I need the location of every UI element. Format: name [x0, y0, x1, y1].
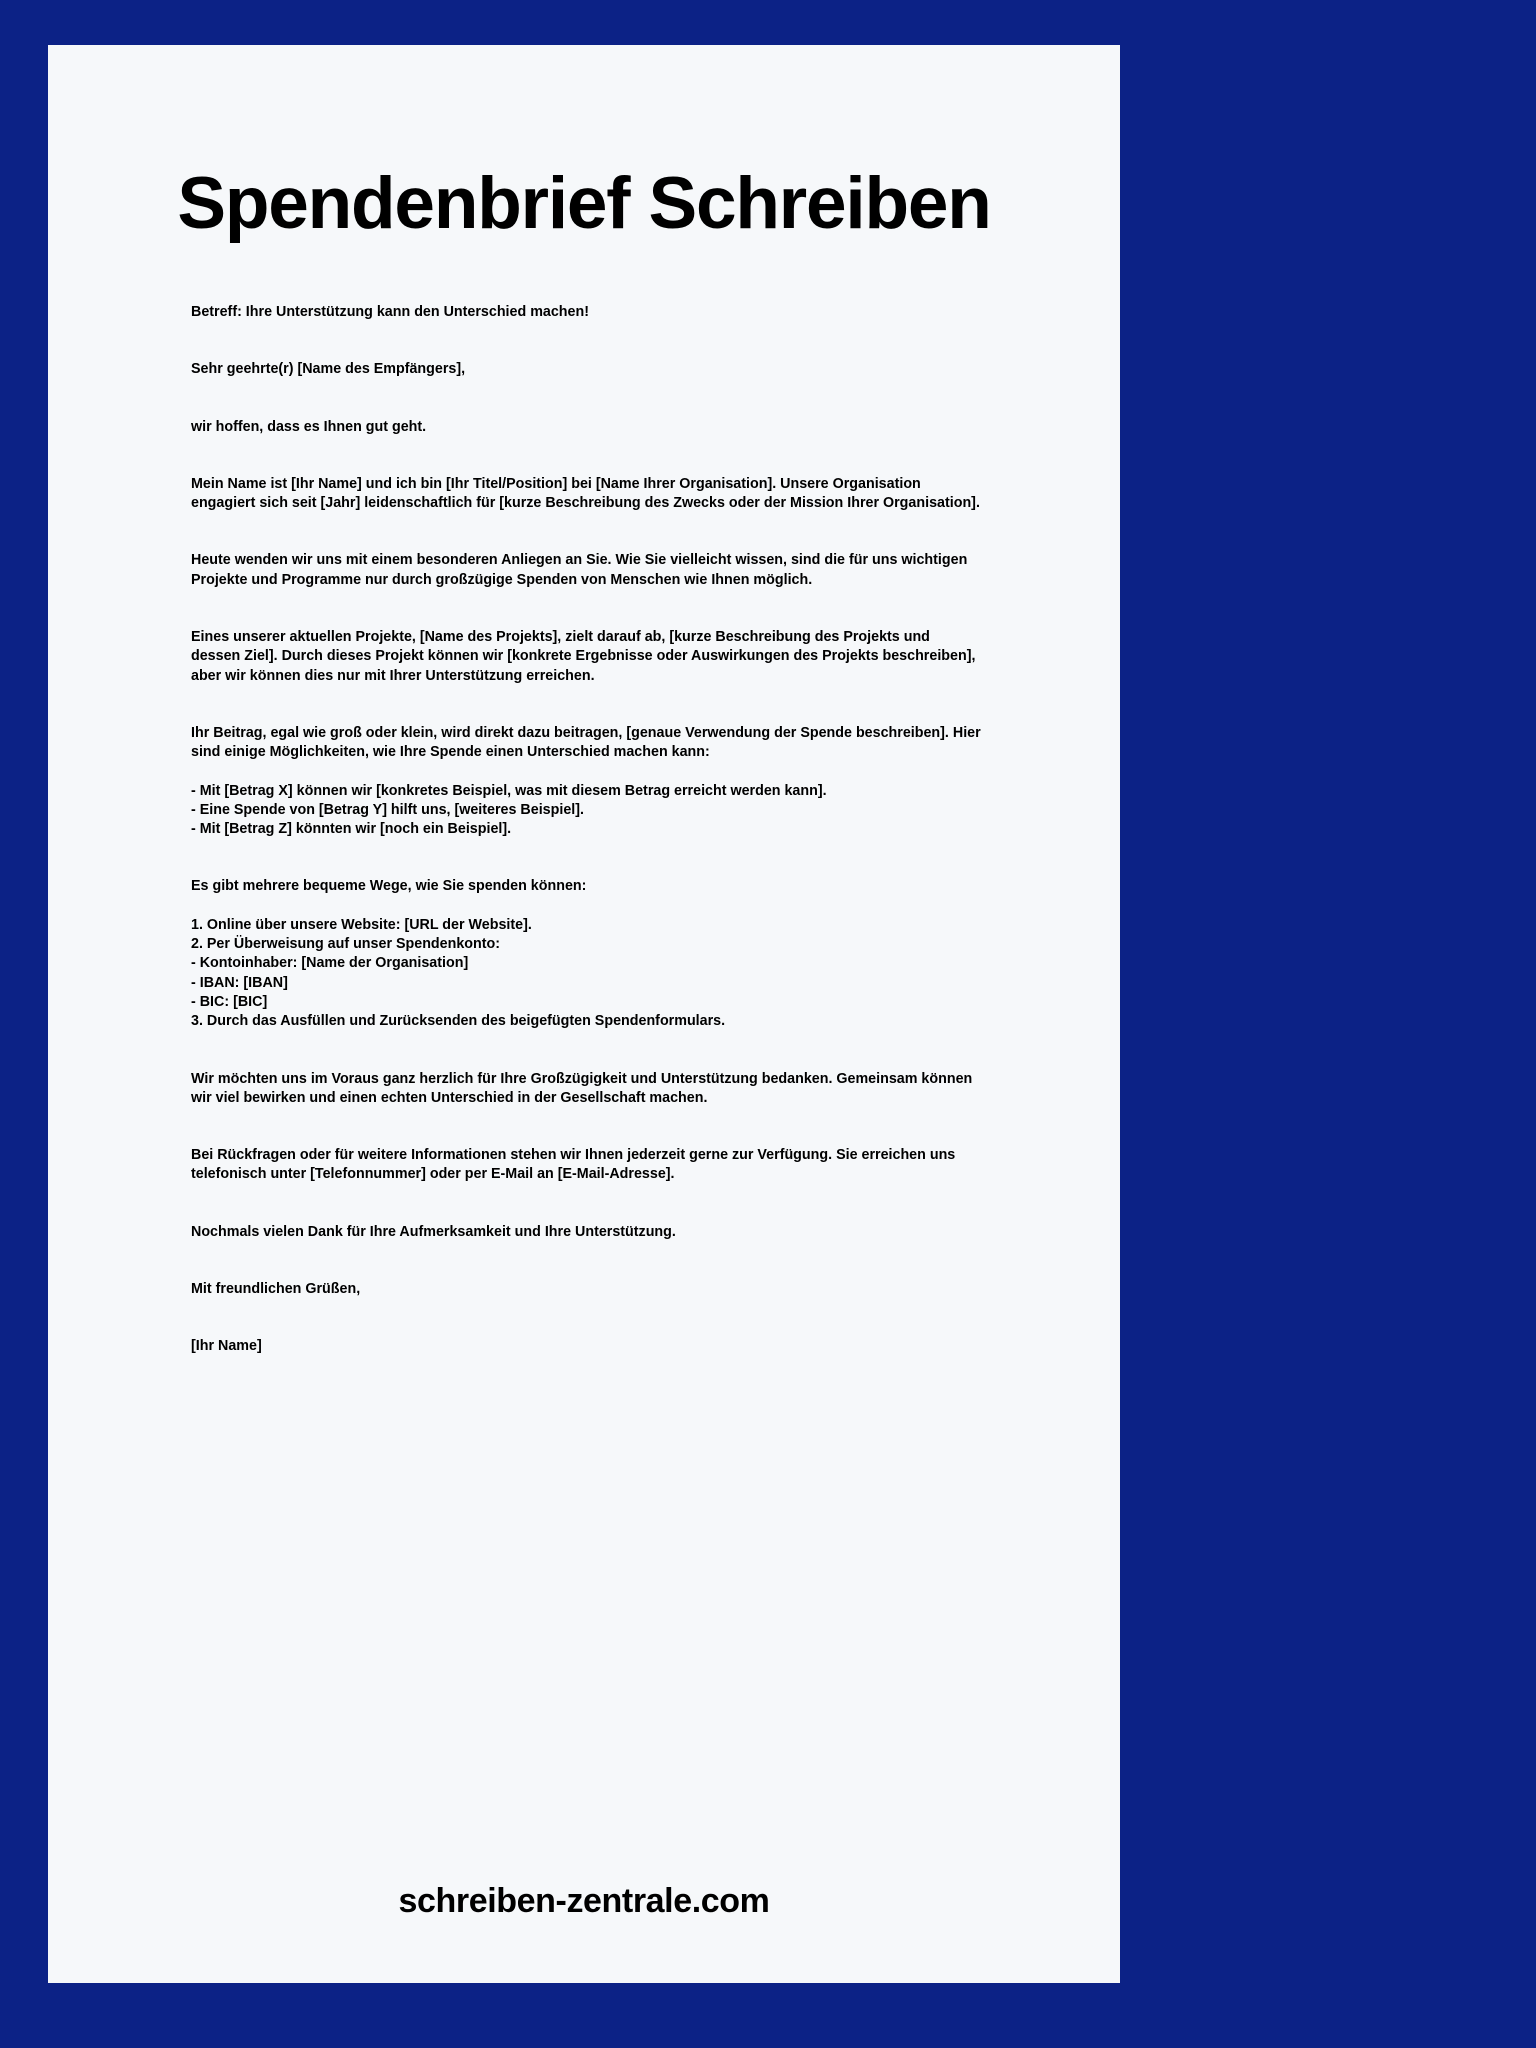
list-item: 2. Per Überweisung auf unser Spendenkonto:	[191, 936, 501, 953]
signature-line: [Ihr Name]	[191, 1338, 262, 1355]
appeal-paragraph: Heute wenden wir uns mit einem besonderen Anliegen an Sie. Wie Sie vielleicht wissen, sind die für uns wichtigen Projekte und Programme nur durch großzügige Spenden von Menschen wie Ihnen möglich.	[191, 552, 968, 588]
footer-brand: schreiben-zentrale.com	[398, 1882, 770, 1920]
page-title: Spendenbrief Schreiben	[177, 163, 991, 244]
list-item: - Mit [Betrag Z] könnten wir [noch ein Beispiel].	[191, 821, 512, 838]
intro-paragraph: Mein Name ist [Ihr Name] und ich bin [Ihr Titel/Position] bei [Name Ihrer Organisation]. Unsere Organisation engagiert sich seit [Jahr] leidenschaftlich für [kurze Beschreibung des Zwecks oder der Mission Ihrer Organisation].	[191, 475, 980, 512]
list-item: 3. Durch das Ausfüllen und Zurücksenden des beigefügten Spendenformulars.	[191, 1013, 726, 1030]
list-item: - Kontoinhaber: [Name der Organisation]	[191, 955, 469, 972]
final-thanks-paragraph: Nochmals vielen Dank für Ihre Aufmerksamkeit und Ihre Unterstützung.	[191, 1223, 676, 1240]
list-item: - IBAN: [IBAN]	[191, 974, 288, 991]
impact-examples-list	[191, 782, 981, 840]
list-item: - Mit [Betrag X] können wir [konkretes Beispiel, was mit diesem Betrag erreicht werden kann].	[191, 782, 827, 799]
project-paragraph: Eines unserer aktuellen Projekte, [Name des Projekts], zielt darauf ab, [kurze Beschreibung des Projekts und dessen Ziel]. Durch dieses Projekt können wir [konkrete Ergebnisse oder Auswirkungen des Projekts beschreiben], aber wir können dies nur mit Ihrer Unterstützung erreichen.	[191, 629, 976, 684]
contact-paragraph: Bei Rückfragen oder für weitere Informationen stehen wir Ihnen jederzeit gerne zur Verfügung. Sie erreichen uns telefonisch unter [Telefonnummer] oder per E-Mail an [E-Mail-Adresse].	[191, 1147, 956, 1183]
letter-body	[191, 303, 981, 1395]
list-item: 1. Online über unsere Website: [URL der Website].	[191, 916, 532, 933]
donation-methods-list	[191, 916, 981, 1032]
contribution-paragraph: Ihr Beitrag, egal wie groß oder klein, wird direkt dazu beitragen, [genaue Verwendung der Spende beschreiben]. Hier sind einige Möglichkeiten, wie Ihre Spende einen Unterschied machen kann:	[191, 724, 981, 761]
document-page	[48, 45, 1120, 1983]
donation-methods-intro: Es gibt mehrere bequeme Wege, wie Sie spenden können:	[191, 878, 587, 895]
opening-line: wir hoffen, dass es Ihnen gut geht.	[191, 418, 427, 435]
salutation: Sehr geehrte(r) [Name des Empfängers],	[191, 361, 466, 378]
subject-line: Betreff: Ihre Unterstützung kann den Unterschied machen!	[191, 304, 589, 320]
closing-line: Mit freundlichen Grüßen,	[191, 1281, 361, 1298]
list-item: - BIC: [BIC]	[191, 993, 268, 1010]
list-item: - Eine Spende von [Betrag Y] hilft uns, [weiteres Beispiel].	[191, 801, 584, 818]
thanks-paragraph: Wir möchten uns im Voraus ganz herzlich für Ihre Großzügigkeit und Unterstützung bedanken. Gemeinsam können wir viel bewirken und einen echten Unterschied in der Gesellschaft machen.	[191, 1070, 973, 1106]
